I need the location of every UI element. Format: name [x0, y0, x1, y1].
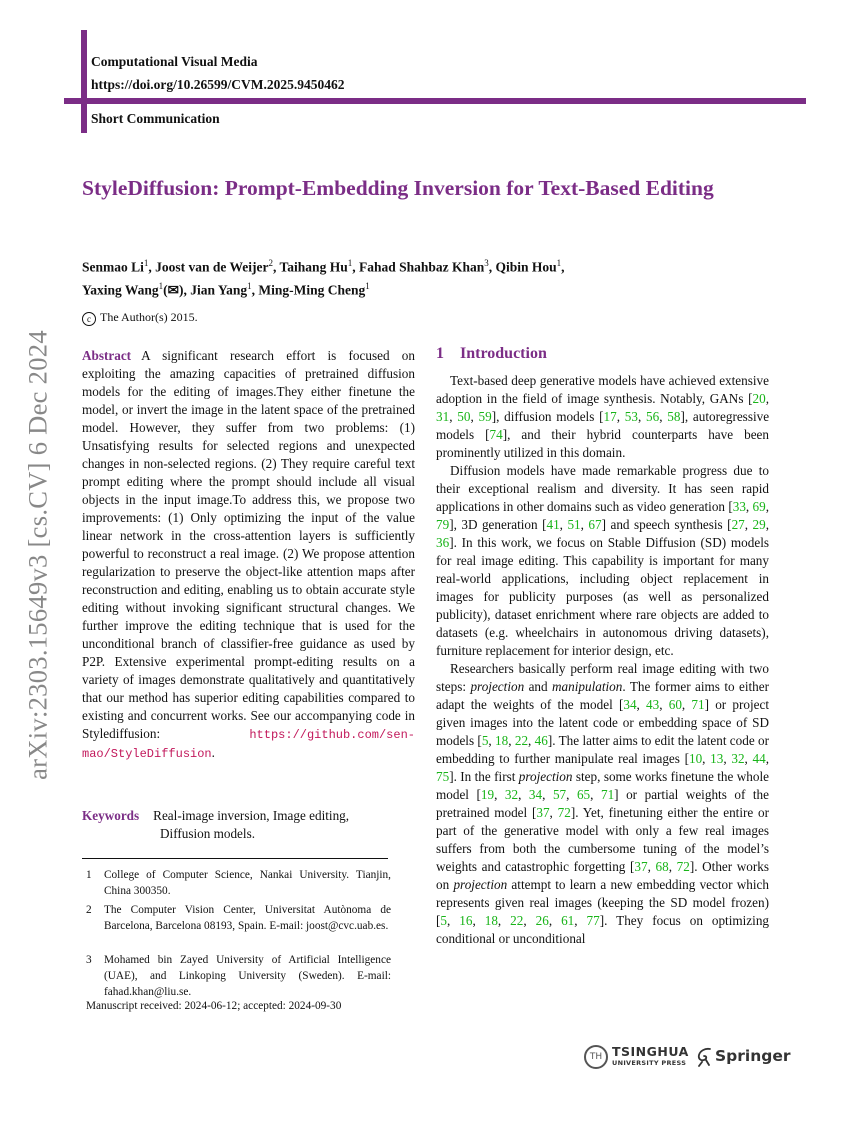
springer-logo-text: Springer: [715, 1047, 791, 1065]
citation-link[interactable]: 37: [536, 805, 550, 820]
author-name: Jian Yang: [190, 282, 248, 297]
paragraph: [436, 462, 769, 660]
citation-link[interactable]: 59: [478, 409, 492, 424]
emphasis-text: manipulation: [552, 679, 623, 694]
paragraph-text: ], and their hybrid counterparts have been prominently utilized in this domain.: [436, 427, 769, 460]
journal-doi[interactable]: https://doi.org/10.26599/CVM.2025.9450462: [91, 77, 345, 92]
citation-link[interactable]: 31: [436, 409, 450, 424]
author-name: Taihang Hu: [279, 259, 348, 275]
author-name: Yaxing Wang: [82, 282, 159, 297]
citation-link[interactable]: 29: [752, 517, 766, 532]
footnote: [86, 952, 391, 1000]
author-affiliation: 1: [347, 258, 353, 268]
paragraph-text: ,: [566, 787, 577, 802]
paragraph-text: ,: [472, 913, 485, 928]
paragraph-text: . The former aims to either adapt the weights of the model [: [436, 679, 770, 712]
paragraph-text: ,: [542, 787, 553, 802]
citation-link[interactable]: 51: [567, 517, 581, 532]
citation-link[interactable]: 61: [561, 913, 575, 928]
citation-link[interactable]: 67: [588, 517, 602, 532]
emphasis-text: projection: [453, 877, 508, 892]
citation-link[interactable]: 18: [495, 733, 509, 748]
paragraph-text: ] or project given images into the latent code or embedding space of SD models [: [436, 697, 770, 748]
paragraph: [436, 372, 769, 462]
citation-link[interactable]: 68: [655, 859, 669, 874]
citation-link[interactable]: 19: [480, 787, 495, 802]
author-name: Fahad Shahbaz Khan: [358, 259, 485, 275]
paragraph-text: ,: [528, 733, 535, 748]
manuscript-dates: Manuscript received: 2024-06-12; accepted: 2024-09-30: [86, 1000, 342, 1012]
citation-link[interactable]: 72: [557, 805, 571, 820]
tsinghua-logo-text: TSINGHUA: [612, 1044, 689, 1059]
paragraph-text: ]. The latter aims to edit the latent code or embedding to further manipulate real images [: [436, 733, 770, 766]
author-separator: ,: [251, 282, 259, 297]
citation-link[interactable]: 50: [457, 409, 471, 424]
citation-link[interactable]: 56: [646, 409, 660, 424]
paragraph-text: ,: [647, 859, 656, 874]
paragraph-text: step, some works finetune the whole model [: [436, 769, 769, 802]
keywords: [82, 807, 415, 843]
citation-link[interactable]: 60: [668, 697, 682, 712]
citation-link[interactable]: 53: [624, 409, 638, 424]
abstract: [82, 347, 415, 763]
section-heading: [436, 345, 547, 363]
paragraph-text: ,: [447, 913, 460, 928]
citation-link[interactable]: 71: [600, 787, 615, 802]
paragraph-text: ,: [508, 733, 515, 748]
citation-link[interactable]: 32: [504, 787, 519, 802]
section-title: Introduction: [460, 345, 547, 362]
citation-link[interactable]: 37: [634, 859, 648, 874]
citation-link[interactable]: 43: [646, 697, 660, 712]
paragraph-text: ,: [590, 787, 601, 802]
citation-link[interactable]: 36: [436, 535, 450, 550]
keywords-line-2: Diffusion models.: [160, 826, 255, 841]
paragraph-text: ,: [668, 859, 677, 874]
citation-link[interactable]: 41: [546, 517, 560, 532]
tsinghua-seal-icon: TH: [584, 1045, 608, 1069]
author-name: Joost van de Weijer: [155, 259, 269, 275]
paragraph-text: ]. Yet, finetuning either the entire or part of the generative model with only a few real images suffers from both the cumbersome tuning of the model’s weights and catastrophic forgetting [: [436, 805, 770, 874]
citation-link[interactable]: 33: [732, 499, 746, 514]
citation-link[interactable]: 34: [528, 787, 543, 802]
footnote-number: 3: [86, 954, 92, 966]
keywords-label: Keywords: [82, 808, 140, 823]
paragraph-text: ,: [449, 409, 458, 424]
citation-link[interactable]: 74: [489, 427, 503, 442]
citation-link[interactable]: 20: [752, 391, 766, 406]
paragraph-text: and: [524, 679, 553, 694]
journal-name: Computational Visual Media: [91, 54, 258, 69]
citation-link[interactable]: 32: [731, 751, 745, 766]
citation-link[interactable]: 18: [484, 913, 498, 928]
citation-link[interactable]: 72: [676, 859, 690, 874]
paragraph-text: ,: [765, 517, 770, 532]
citation-link[interactable]: 44: [752, 751, 766, 766]
citation-link[interactable]: 58: [667, 409, 681, 424]
author-separator: (✉),: [163, 282, 191, 297]
paragraph-text: ,: [681, 697, 692, 712]
paragraph-text: ,: [765, 391, 769, 406]
header-vertical-bar: [81, 30, 87, 133]
paragraph-text: Researchers basically perform real image editing with two steps:: [436, 661, 769, 694]
footnote-text: The Computer Vision Center, Universitat Autònoma de Barcelona, Barcelona 08193, Spain. E-mail: joost@cvc.uab.es.: [104, 904, 391, 932]
citation-link[interactable]: 22: [510, 913, 524, 928]
author-affiliation: 1: [365, 280, 370, 291]
copyright-text: The Author(s) 2015.: [100, 310, 198, 324]
tsinghua-logo-subtext: UNIVERSITY PRESS: [612, 1059, 687, 1067]
article-type: Short Communication: [91, 111, 220, 126]
paragraph-text: ,: [470, 409, 479, 424]
paragraph-text: ,: [616, 409, 625, 424]
footnote-number: 2: [86, 904, 92, 916]
author-affiliation: 3: [484, 258, 489, 268]
citation-link[interactable]: 69: [752, 499, 766, 514]
author-name: Qibin Hou: [495, 259, 557, 275]
citation-link[interactable]: 75: [436, 769, 450, 784]
paragraph-text: ,: [765, 499, 769, 514]
emphasis-text: projection: [470, 679, 525, 694]
footnote: [86, 867, 391, 899]
footnote-text: College of Computer Science, Nankai University. Tianjin, China 300350.: [104, 869, 391, 897]
citation-link[interactable]: 77: [586, 913, 600, 928]
paragraph-text: ] or partial weights of the pretrained model [: [436, 787, 769, 820]
copyright-icon: c: [82, 312, 96, 326]
author-affiliation: 2: [268, 258, 274, 268]
citation-link[interactable]: 17: [603, 409, 617, 424]
paragraph-text: ,: [548, 913, 562, 928]
paragraph-text: ,: [744, 751, 753, 766]
paper-title: StyleDiffusion: Prompt-Embedding Inversion for Text-Based Editing: [82, 176, 714, 200]
footnote-number: 1: [86, 869, 92, 881]
citation-link[interactable]: 57: [552, 787, 567, 802]
paragraph-text: Text-based deep generative models have achieved extensive adoption in the field of image synthesis. Notably, GANs [: [436, 373, 769, 406]
citation-link[interactable]: 65: [576, 787, 591, 802]
footnote-rule: [82, 858, 388, 859]
paragraph-text: ,: [559, 517, 568, 532]
paragraph-text: ,: [523, 913, 536, 928]
paragraph: [436, 660, 769, 948]
citation-link[interactable]: 79: [436, 517, 450, 532]
author-name: Ming-Ming Cheng: [258, 282, 366, 297]
citation-link[interactable]: 13: [710, 751, 724, 766]
author-affiliation: 1: [143, 258, 149, 268]
introduction-body: [436, 372, 769, 948]
paragraph-text: ,: [745, 499, 753, 514]
paragraph-text: ,: [744, 517, 753, 532]
abstract-label: Abstract: [82, 348, 132, 363]
paragraph-text: ], diffusion models [: [491, 409, 604, 424]
paragraph-text: Diffusion models have made remarkable progress due to their exceptional realism and diversity. It has seen rapid applications in other domains such as video generation [: [436, 463, 769, 514]
paragraph-text: ,: [659, 409, 668, 424]
code-link[interactable]: https://github.com/sen-mao/StyleDiffusion: [82, 728, 415, 761]
keywords-line-1: Real-image inversion, Image editing,: [153, 808, 350, 823]
paragraph-text: ,: [702, 751, 711, 766]
author-list: [82, 254, 772, 299]
author-separator: ,: [561, 259, 565, 275]
paragraph-text: attempt to learn a new embedding vector which represents given real images (keeping the SD model frozen) [: [436, 877, 770, 928]
paragraph-text: ,: [765, 751, 770, 766]
paragraph-text: ,: [637, 409, 647, 424]
paragraph-text: ,: [549, 805, 558, 820]
paragraph-text: ]. In the first: [449, 769, 519, 784]
copyright-line: [82, 310, 198, 326]
paragraph-text: ,: [497, 913, 511, 928]
paragraph-text: ,: [494, 787, 505, 802]
citation-link[interactable]: 27: [731, 517, 745, 532]
emphasis-text: projection: [518, 769, 573, 784]
paragraph-text: ,: [723, 751, 732, 766]
citation-link[interactable]: 22: [514, 733, 529, 748]
paragraph-text: ] and speech synthesis [: [601, 517, 732, 532]
paragraph-text: ,: [636, 697, 647, 712]
author-separator: ,: [488, 259, 496, 275]
citation-link[interactable]: 46: [534, 733, 548, 748]
citation-link[interactable]: 16: [459, 913, 473, 928]
author-separator: ,: [148, 259, 156, 275]
abstract-end: .: [211, 745, 215, 760]
author-separator: ,: [273, 259, 280, 275]
paragraph-text: ], autoregressive models [: [436, 409, 770, 442]
author-affiliation: 1: [556, 258, 562, 268]
section-number: 1: [436, 345, 444, 362]
paragraph-text: ,: [518, 787, 529, 802]
header-horizontal-bar: [64, 98, 806, 104]
citation-link[interactable]: 5: [481, 733, 489, 748]
paragraph-text: ]. In this work, we focus on Stable Diffusion (SD) models for real image editing. This capability is important for many real-world applications, including object replacement in images for publicity purposes (as well as personalized publicity), dataset enrichment where rare objects are added to datasets (e.g. wheelchairs in autonomous driving datasets), furniture replacement for interior design, etc.: [436, 535, 769, 658]
paragraph-text: ]. Other works on: [436, 859, 770, 892]
paragraph-text: ,: [580, 517, 589, 532]
paragraph-text: ,: [488, 733, 496, 748]
author-affiliation: 1: [158, 280, 164, 291]
author-name: Senmao Li: [82, 259, 144, 275]
abstract-text: A significant research effort is focused on exploiting the amazing capacities of pretrained diffusion models for the editing of images.They either finetune the model, or invert the image in the latent space of the pretrained model. However, they suffer from two problems: (1) Unsatisfying results for selected regions and unexpected changes in non-selected regions. (2) They require careful text prompt editing where the prompt should include all visual objects in the input image.To address this, we propose two improvements: (1) Only optimizing the input of the value linear network in the cross-attention layers is sufficiently powerful to reconstruct a real image. (2) We propose attention regularization to preserve the object-like attention maps after reconstruction and editing, enabling us to obtain accurate style editing without invoking significant structural changes. We further improve the editing technique that is used for the unconditional branch of classifier-free guidance as used by P2P. Extensive experimental prompt-editing results on a variety of images demonstrate qualitatively and quantitatively that our method has superior editing capabilities compared to existing and concurrent works. See our accompanying code in Stylediffusion:: [82, 348, 415, 741]
springer-horse-icon: [696, 1047, 714, 1067]
footnote-text: Mohamed bin Zayed University of Artificial Intelligence (UAE), and Linkoping University (Sweden). E-mail: fahad.khan@liu.se.: [104, 954, 391, 998]
citation-link[interactable]: 71: [691, 697, 705, 712]
author-affiliation: 1: [247, 280, 252, 291]
paragraph-text: ]. They focus on optimizing conditional or unconditional: [436, 913, 770, 946]
citation-link[interactable]: 34: [623, 697, 637, 712]
footnote: [86, 902, 391, 934]
citation-link[interactable]: 5: [440, 913, 447, 928]
paragraph-text: ,: [659, 697, 669, 712]
citation-link[interactable]: 26: [535, 913, 549, 928]
citation-link[interactable]: 10: [688, 751, 703, 766]
arxiv-stamp: arXiv:2303.15649v3 [cs.CV] 6 Dec 2024: [22, 330, 53, 780]
paragraph-text: ,: [574, 913, 587, 928]
author-separator: ,: [352, 259, 359, 275]
publisher-logos: [584, 1044, 791, 1071]
paragraph-text: ], 3D generation [: [449, 517, 547, 532]
